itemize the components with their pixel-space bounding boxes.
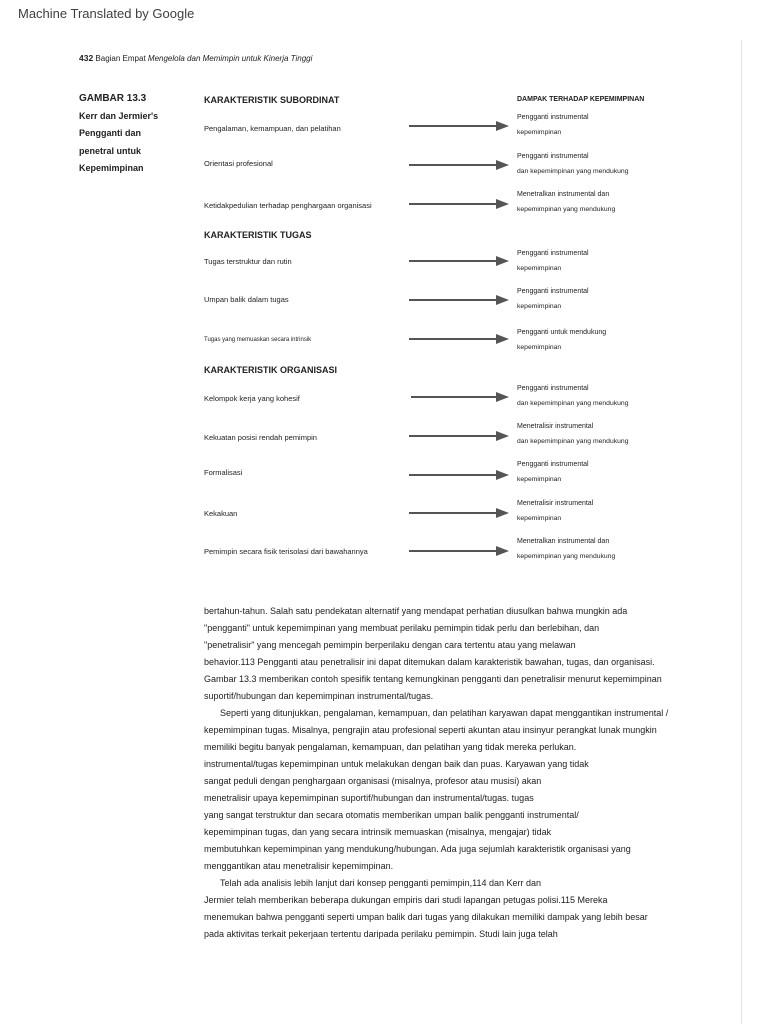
figure-number: GAMBAR 13.3 [79,93,147,104]
body-line: yang sangat terstruktur dan secara otomatis memberikan umpan balik pengganti instrumental/ [204,810,579,820]
body-line: pada aktivitas terkait pekerjaan tertentu daripada perilaku pemimpin. Studi lain juga telah [204,929,558,939]
characteristic-label: Orientasi profesional [204,159,273,168]
page-number: 432 [79,53,94,63]
arrow-icon [409,338,497,340]
characteristic-label: Umpan balik dalam tugas [204,295,289,304]
arrow-icon [409,550,497,552]
arrow-icon [409,435,497,437]
body-line: behavior.113 Pengganti atau penetralisir ini dapat ditemukan dalam karakteristik bawahan, tugas, dan organisasi. [204,657,655,667]
impact-column-header: DAMPAK TERHADAP KEPEMIMPINAN [517,96,645,103]
body-line: sangat peduli dengan penghargaan organisasi (misalnya, profesor atau musisi) akan [204,776,542,786]
section-title-organization: KARAKTERISTIK ORGANISASI [204,365,338,375]
arrow-icon [411,396,497,398]
arrow-icon [409,203,497,205]
part-label: Bagian Empat [95,54,146,63]
characteristic-label: Kelompok kerja yang kohesif [204,394,300,403]
characteristic-label: Pemimpin secara fisik terisolasi dari bawahannya [204,547,368,556]
machine-translation-banner: Machine Translated by Google [18,6,195,21]
part-title: Mengelola dan Memimpin untuk Kinerja Tinggi [147,54,313,63]
body-line: suportif/hubungan dan kepemimpinan instrumental/tugas. [204,691,434,701]
body-line: memiliki begitu banyak pengalaman, kemampuan, dan pelatihan yang tidak mereka perlukan. [204,742,577,752]
body-line: Jermier telah memberikan beberapa dukungan empiris dari studi lapangan petugas polisi.115 Mereka [204,895,608,905]
body-line: menetralisir upaya kepemimpinan suportif/hubungan dan instrumental/tugas. tugas [204,793,534,803]
characteristic-label: Tugas yang memuaskan secara intrinsik [204,337,312,343]
body-line: membutuhkan kepemimpinan yang mendukung/hubungan. Ada juga sejumlah karakteristik organisasi yang [204,844,631,854]
arrow-icon [409,512,497,514]
arrow-icon [409,164,497,166]
characteristic-label: Pengalaman, kemampuan, dan pelatihan [204,124,341,133]
running-header [79,53,312,63]
arrow-icon [409,474,497,476]
characteristic-label: Ketidakpedulian terhadap penghargaan organisasi [204,201,372,210]
arrow-icon [409,299,497,301]
body-line: Gambar 13.3 memberikan contoh spesifik tentang kemungkinan pengganti dan penetralisir menurut kepemimpinan [204,674,662,684]
figure-caption-line: Kepemimpinan [79,163,144,173]
body-line: Telah ada analisis lebih lanjut dari konsep pengganti pemimpin,114 dan Kerr dan [220,878,542,888]
figure-caption-line: Kerr dan Jermier's [79,110,159,121]
body-line: menemukan bahwa pengganti seperti umpan balik dari tugas yang dilakukan memiliki dampak yang lebih besar [204,912,648,922]
section-title-subordinate: KARAKTERISTIK SUBORDINAT [204,95,340,105]
body-line: "pengganti" untuk kepemimpinan yang membuat perilaku pemimpin tidak perlu dan berlebihan, dan [204,623,600,633]
characteristic-label: Formalisasi [204,468,243,477]
arrow-icon [409,125,497,127]
body-line: "penetralisir" yang mencegah pemimpin berperilaku dengan cara tertentu atau yang melawan [204,640,576,650]
characteristic-label: Kekakuan [204,509,238,518]
characteristic-label: Kekuatan posisi rendah pemimpin [204,433,317,442]
characteristic-label: Tugas terstruktur dan rutin [204,257,292,266]
body-line: kepemimpinan tugas, dan yang secara intrinsik memuaskan (misalnya, mengajar) tidak [204,827,552,837]
figure-caption-line: penetral untuk [79,145,142,156]
figure-caption-line: Pengganti dan [79,128,142,138]
body-line: Seperti yang ditunjukkan, pengalaman, kemampuan, dan pelatihan karyawan dapat menggantikan instrumental / [220,708,669,718]
body-line: instrumental/tugas kepemimpinan untuk melakukan dengan baik dan puas. Karyawan yang tidak [204,759,589,769]
section-title-task: KARAKTERISTIK TUGAS [204,230,312,240]
figure-caption [79,90,189,178]
body-line: bertahun-tahun. Salah satu pendekatan alternatif yang mendapat perhatian diusulkan bahwa mungkin ada [204,606,628,616]
body-line: menggantikan atau menetralisir kepemimpinan. [204,861,394,871]
body-line: kepemimpinan tugas. Misalnya, pengrajin atau profesional seperti akuntan atau insinyur perangkat lunak mungkin [204,725,657,735]
body-text [204,603,744,943]
arrow-icon [409,260,497,262]
